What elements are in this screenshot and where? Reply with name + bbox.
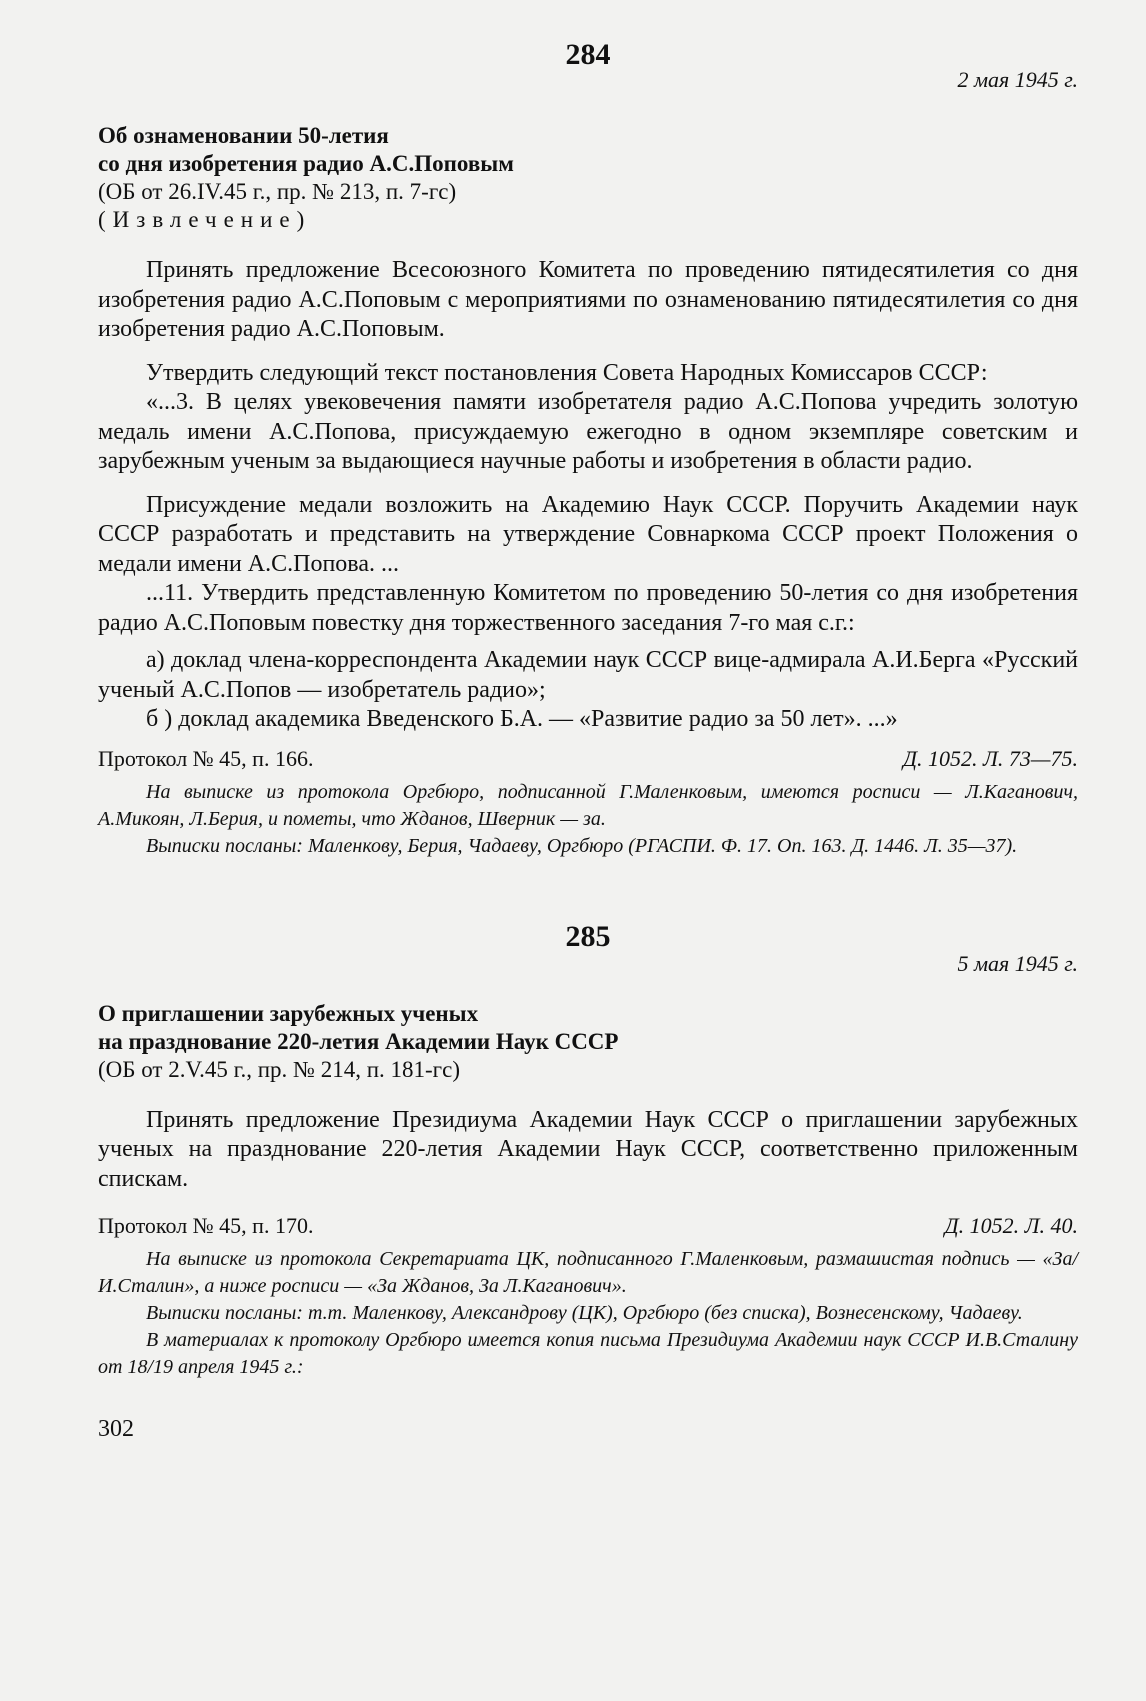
- protocol-line: [98, 1212, 1078, 1240]
- document-284: [98, 38, 1078, 860]
- archival-note: Выписки посланы: т.т. Маленкову, Александрову (ЦК), Оргбюро (без списка), Вознесенскому, Чадаеву.: [146, 1302, 1023, 1324]
- archival-note: Выписки посланы: Маленкову, Берия, Чадаеву, Оргбюро (РГАСПИ. Ф. 17. Оп. 163. Д. 1446. Л. 35—37).: [146, 834, 1018, 857]
- paragraph: ...11. Утвердить представленную Комитетом по проведению 50-летия со дня изобретения радио А.С.Поповым повестку дня торжественного заседания 7-го мая с.г.:: [98, 580, 1078, 636]
- paragraph: Присуждение медали возложить на Академию Наук СССР. Поручить Академии наук СССР разработать и представить на утверждение Совнаркома СССР проект Положения о медали имени А.С.Попова. ...: [98, 491, 1078, 577]
- paragraph: Утвердить следующий текст постановления Совета Народных Комиссаров СССР:: [146, 359, 988, 386]
- paragraph: б ) доклад академика Введенского Б.А. — «Развитие радио за 50 лет». ...»: [146, 706, 898, 732]
- paragraph: а) доклад члена-корреспондента Академии наук СССР вице-адмирала А.И.Берга «Русский ученый А.С.Попов — изобретатель радио»;: [98, 647, 1078, 703]
- archival-note: На выписке из протокола Секретариата ЦК, подписанного Г.Маленковым, размашистая подпись — «За/И.Сталин», а ниже росписи — «За Жданов, За Л.Каганович».: [98, 1248, 1078, 1297]
- document-title-line-2: на празднование 220-летия Академии Наук СССР: [98, 1028, 619, 1054]
- extract-label: (Извлечение): [98, 207, 312, 232]
- archival-note: В материалах к протоколу Оргбюро имеется копия письма Президиума Академии наук СССР И.В.Сталину от 18/19 апреля 1945 г.:: [98, 1329, 1078, 1378]
- document-date: 2 мая 1945 г.: [957, 67, 1078, 92]
- document-title-line-1: О приглашении зарубежных ученых: [98, 1000, 479, 1026]
- protocol-ref: Протокол № 45, п. 170.: [98, 1213, 314, 1238]
- document-285: [98, 920, 1078, 1382]
- paragraph: Принять предложение Президиума Академии Наук СССР о приглашении зарубежных ученых на празднование 220-летия Академии Наук СССР, соответственно приложенным спискам.: [98, 1106, 1078, 1192]
- protocol-ref: Протокол № 45, п. 166.: [98, 745, 314, 771]
- paragraph: «...3. В целях увековечения памяти изобретателя радио А.С.Попова учредить золотую медаль имени А.С.Попова, присуждаемую ежегодно в одном экземпляре советским и зарубежным ученым за выдающиеся научные работы и изобретения в области радио.: [98, 389, 1078, 474]
- paragraph: Принять предложение Всесоюзного Комитета по проведению пятидесятилетия со дня изобретения радио А.С.Поповым с мероприятиями по ознаменованию пятидесятилетия со дня изобретения радио А.С.Поповым.: [98, 257, 1078, 342]
- archival-note: На выписке из протокола Оргбюро, подписанной Г.Маленковым, имеются росписи — Л.Каганович, А.Микоян, Л.Берия, и пометы, что Жданов, Шверник — за.: [98, 780, 1078, 830]
- page-number: 302: [98, 1416, 134, 1442]
- archive-ref: Д. 1052. Л. 40.: [944, 1213, 1078, 1238]
- document-reference: (ОБ от 2.V.45 г., пр. № 214, п. 181-гс): [98, 1056, 460, 1082]
- document-number: 285: [565, 919, 611, 953]
- document-date: 5 мая 1945 г.: [957, 950, 1078, 976]
- protocol-line: [98, 745, 1078, 773]
- document-title-line-1: Об ознаменовании 50-летия: [98, 123, 389, 148]
- document-number: 284: [565, 38, 611, 71]
- document-title-line-2: со дня изобретения радио А.С.Поповым: [98, 151, 514, 176]
- archive-ref: Д. 1052. Л. 73—75.: [903, 745, 1078, 771]
- document-page: [98, 38, 1078, 1443]
- document-reference: (ОБ от 26.IV.45 г., пр. № 213, п. 7-гс): [98, 179, 457, 204]
